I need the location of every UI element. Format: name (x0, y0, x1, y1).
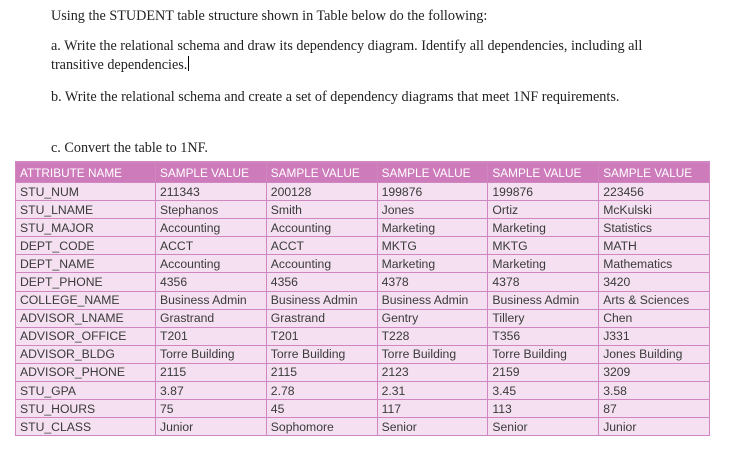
sample-value-cell: 200128 (266, 183, 377, 201)
table-row (16, 183, 710, 201)
table-row (16, 327, 710, 345)
attribute-name-cell: ADVISOR_LNAME (16, 309, 156, 327)
sample-value-cell: 75 (156, 400, 267, 418)
sample-value-cell: Junior (156, 418, 267, 436)
student-table-body (16, 183, 710, 436)
sample-value-cell: Mathematics (599, 255, 710, 273)
table-row (16, 219, 710, 237)
attribute-name-cell: ADVISOR_BLDG (16, 345, 156, 363)
intro-text: Using the STUDENT table structure shown in Table below do the following: (51, 8, 488, 24)
attribute-name-cell: STU_GPA (16, 382, 156, 400)
question-c: c. Convert the table to 1NF. (51, 140, 208, 156)
sample-value-cell: McKulski (599, 201, 710, 219)
sample-value-cell: Torre Building (377, 345, 488, 363)
header-row (16, 162, 710, 183)
attribute-name-cell: ADVISOR_OFFICE (16, 327, 156, 345)
sample-value-cell: 4378 (488, 273, 599, 291)
sample-value-cell: 45 (266, 400, 377, 418)
table-row (16, 345, 710, 363)
sample-value-cell: J331 (599, 327, 710, 345)
table-row (16, 400, 710, 418)
sample-value-cell: MKTG (377, 237, 488, 255)
attribute-name-cell: DEPT_PHONE (16, 273, 156, 291)
sample-value-cell: Torre Building (156, 345, 267, 363)
sample-value-cell: Senior (488, 418, 599, 436)
sample-value-cell: Chen (599, 309, 710, 327)
attribute-name-cell: DEPT_CODE (16, 237, 156, 255)
table-row (16, 273, 710, 291)
sample-value-cell: Statistics (599, 219, 710, 237)
sample-value-cell: MKTG (488, 237, 599, 255)
sample-value-cell: Smith (266, 201, 377, 219)
sample-value-cell: 3209 (599, 363, 710, 381)
sample-value-cell: Accounting (266, 255, 377, 273)
sample-value-cell: Accounting (156, 219, 267, 237)
sample-value-cell: 4378 (377, 273, 488, 291)
sample-value-cell: Jones (377, 201, 488, 219)
student-table-header (16, 162, 710, 183)
sample-value-cell: 3.58 (599, 382, 710, 400)
sample-value-cell: Marketing (377, 255, 488, 273)
sample-value-cell: 199876 (488, 183, 599, 201)
text-cursor (188, 56, 189, 71)
question-b: b. Write the relational schema and create a set of dependency diagrams that meet 1NF requirements. (51, 89, 620, 105)
student-table (15, 161, 710, 436)
sample-value-cell: 211343 (156, 183, 267, 201)
sample-value-cell: Sophomore (266, 418, 377, 436)
sample-value-cell: 2115 (156, 363, 267, 381)
attribute-name-cell: ADVISOR_PHONE (16, 363, 156, 381)
sample-value-cell: 2115 (266, 363, 377, 381)
question-a-text: a. Write the relational schema and draw its dependency diagram. Identify all dependencies, including all transitive dependencies. (51, 38, 643, 73)
sample-value-cell: 117 (377, 400, 488, 418)
sample-value-cell: Torre Building (266, 345, 377, 363)
sample-value-cell: Business Admin (377, 291, 488, 309)
sample-value-cell: 199876 (377, 183, 488, 201)
header-sample-value: SAMPLE VALUE (156, 162, 267, 183)
attribute-name-cell: STU_LNAME (16, 201, 156, 219)
sample-value-cell: Ortiz (488, 201, 599, 219)
sample-value-cell: 87 (599, 400, 710, 418)
sample-value-cell: Accounting (156, 255, 267, 273)
table-row (16, 382, 710, 400)
sample-value-cell: Torre Building (488, 345, 599, 363)
attribute-name-cell: STU_NUM (16, 183, 156, 201)
sample-value-cell: Stephanos (156, 201, 267, 219)
sample-value-cell: T356 (488, 327, 599, 345)
sample-value-cell: Jones Building (599, 345, 710, 363)
sample-value-cell: 2.78 (266, 382, 377, 400)
sample-value-cell: 4356 (156, 273, 267, 291)
sample-value-cell: ACCT (156, 237, 267, 255)
attribute-name-cell: STU_MAJOR (16, 219, 156, 237)
sample-value-cell: Marketing (377, 219, 488, 237)
table-row (16, 255, 710, 273)
sample-value-cell: Tillery (488, 309, 599, 327)
sample-value-cell: Marketing (488, 255, 599, 273)
header-sample-value: SAMPLE VALUE (377, 162, 488, 183)
sample-value-cell: Senior (377, 418, 488, 436)
table-row (16, 418, 710, 436)
sample-value-cell: Grastrand (156, 309, 267, 327)
sample-value-cell: Business Admin (156, 291, 267, 309)
header-sample-value: SAMPLE VALUE (266, 162, 377, 183)
sample-value-cell: 113 (488, 400, 599, 418)
sample-value-cell: 4356 (266, 273, 377, 291)
sample-value-cell: Business Admin (488, 291, 599, 309)
attribute-name-cell: STU_CLASS (16, 418, 156, 436)
table-row (16, 363, 710, 381)
attribute-name-cell: COLLEGE_NAME (16, 291, 156, 309)
sample-value-cell: MATH (599, 237, 710, 255)
attribute-name-cell: DEPT_NAME (16, 255, 156, 273)
sample-value-cell: T228 (377, 327, 488, 345)
sample-value-cell: Junior (599, 418, 710, 436)
sample-value-cell: Accounting (266, 219, 377, 237)
table-row (16, 237, 710, 255)
header-sample-value: SAMPLE VALUE (488, 162, 599, 183)
sample-value-cell: ACCT (266, 237, 377, 255)
question-a (51, 37, 671, 75)
sample-value-cell: T201 (266, 327, 377, 345)
sample-value-cell: T201 (156, 327, 267, 345)
sample-value-cell: 223456 (599, 183, 710, 201)
header-attribute-name: ATTRIBUTE NAME (16, 162, 156, 183)
table-row (16, 201, 710, 219)
attribute-name-cell: STU_HOURS (16, 400, 156, 418)
table-row (16, 291, 710, 309)
sample-value-cell: 3420 (599, 273, 710, 291)
sample-value-cell: 3.87 (156, 382, 267, 400)
header-sample-value: SAMPLE VALUE (599, 162, 710, 183)
table-row (16, 309, 710, 327)
sample-value-cell: Marketing (488, 219, 599, 237)
sample-value-cell: 2159 (488, 363, 599, 381)
sample-value-cell: 2123 (377, 363, 488, 381)
sample-value-cell: 2.31 (377, 382, 488, 400)
sample-value-cell: Gentry (377, 309, 488, 327)
sample-value-cell: Arts & Sciences (599, 291, 710, 309)
sample-value-cell: Business Admin (266, 291, 377, 309)
sample-value-cell: Grastrand (266, 309, 377, 327)
sample-value-cell: 3.45 (488, 382, 599, 400)
